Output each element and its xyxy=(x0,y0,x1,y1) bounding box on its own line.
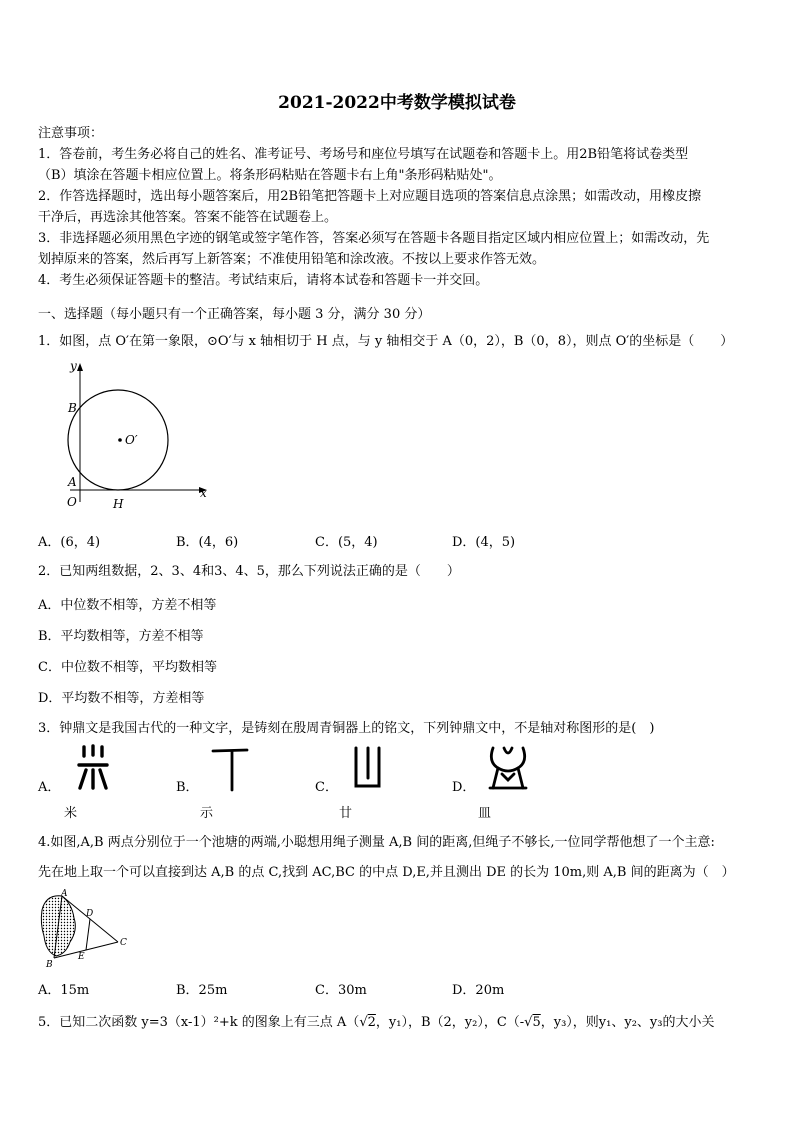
glyph-caption: 示 xyxy=(200,806,214,821)
option-d: D． xyxy=(452,780,476,795)
sqrt-symbol: √ xyxy=(359,1015,368,1030)
option-c: C．(5，4) xyxy=(315,535,378,550)
section-heading: 一、选择题（每小题只有一个正确答案，每小题 3 分，满分 30 分） xyxy=(38,307,431,322)
notice-line: （B）填涂在答题卡相应位置上。将条形码粘贴在答题卡右上角"条形码粘贴处"。 xyxy=(38,168,502,183)
q5-text: 5．已知二次函数 y=3（x-1）²+k 的图象上有三点 A（ xyxy=(38,1015,360,1030)
option-c: C．中位数不相等，平均数相等 xyxy=(38,660,217,675)
option-a: A．(6，4) xyxy=(38,535,101,550)
point-c-label: C xyxy=(120,938,127,948)
option-d: D．20m xyxy=(452,983,505,998)
q5-text: ，y₁），B（2，y₂），C（- xyxy=(375,1015,525,1030)
bronze-glyph-nian-icon xyxy=(348,744,386,794)
sqrt-symbol: √ xyxy=(524,1015,533,1030)
glyph-caption: 廿 xyxy=(339,806,353,821)
y-axis-label: y xyxy=(70,359,77,373)
point-b-label: B xyxy=(68,401,77,415)
option-a: A． xyxy=(38,780,61,795)
bronze-glyph-mi-icon xyxy=(75,744,111,792)
option-a: A．15m xyxy=(38,983,90,998)
option-b: B．(4，6) xyxy=(176,535,239,550)
origin-label: O xyxy=(67,495,77,509)
point-d-label: D xyxy=(86,909,94,919)
q5-text: ，y₃），则y₁、y₂、y₃的大小关 xyxy=(540,1015,715,1030)
option-c: C． xyxy=(315,780,338,795)
notice-line: 3．非选择题必须用黑色字迹的钢笔或签字笔作答，答案必须写在答题卡各题目指定区域内相应位置上；如需改动，先 xyxy=(38,231,710,246)
point-a-label: A xyxy=(61,889,68,899)
notice-line: 干净后，再选涂其他答案。答案不能答在试题卷上。 xyxy=(38,210,338,225)
question-2-stem: 2．已知两组数据，2、3、4和3、4、5，那么下列说法正确的是（ ） xyxy=(38,564,460,579)
question-1-stem: 1．如图，点 O′在第一象限，⊙O′与 x 轴相切于 H 点，与 y 轴相交于 A（0，2），B（0，8），则点 O′的坐标是（ ） xyxy=(38,334,734,349)
glyph-caption: 米 xyxy=(64,806,78,821)
notice-line: 2．作答选择题时，选出每小题答案后，用2B铅笔把答题卡上对应题目选项的答案信息点涂黑；如需改动，用橡皮擦 xyxy=(38,189,702,204)
notice-line: 1．答卷前，考生务必将自己的姓名、准考证号、考场号和座位号填写在试题卷和答题卡上。用2B铅笔将试卷类型 xyxy=(38,147,689,162)
notice-line: 划掉原来的答案，然后再写上新答案；不准使用铅笔和涂改液。不按以上要求作答无效。 xyxy=(38,252,546,267)
option-b: B．25m xyxy=(176,983,228,998)
option-d: D．平均数不相等，方差相等 xyxy=(38,691,205,706)
radicand: 2 xyxy=(367,1015,376,1030)
option-c: C．30m xyxy=(315,983,367,998)
center-label: O′ xyxy=(125,433,138,447)
option-a: A．中位数不相等，方差不相等 xyxy=(38,598,217,613)
q4-pond-figure xyxy=(36,888,136,968)
question-5-stem xyxy=(38,1014,714,1032)
bronze-glyph-min-icon xyxy=(486,744,530,794)
option-b: B．平均数相等，方差不相等 xyxy=(38,629,204,644)
point-a-label: A xyxy=(68,475,77,489)
question-3-stem: 3．钟鼎文是我国古代的一种文字，是铸刻在殷周青铜器上的铭文，下列钟鼎文中，不是轴对称图形的是( ) xyxy=(38,721,655,736)
glyph-caption: 皿 xyxy=(478,806,492,821)
option-d: D．(4，5) xyxy=(452,535,516,550)
point-b-label: B xyxy=(46,960,53,968)
point-h-label: H xyxy=(113,497,124,511)
point-e-label: E xyxy=(78,952,85,962)
question-4-stem: 先在地上取一个可以直接到达 A,B 的点 C,找到 AC,BC 的中点 D,E,并且测出 DE 的长为 10m,则 A,B 间的距离为（ ） xyxy=(38,865,735,880)
q1-circle-figure xyxy=(56,358,216,514)
bronze-glyph-shi-icon xyxy=(210,744,250,794)
exam-title: 2021-2022中考数学模拟试卷 xyxy=(278,93,516,113)
notice-heading: 注意事项： xyxy=(38,126,104,141)
question-4-stem: 4.如图,A,B 两点分别位于一个池塘的两端,小聪想用绳子测量 A,B 间的距离,但绳子不够长,一位同学帮他想了一个主意: xyxy=(38,835,715,850)
notice-line: 4．考生必须保证答题卡的整洁。考试结束后，请将本试卷和答题卡一并交回。 xyxy=(38,273,489,288)
x-axis-label: x xyxy=(200,486,207,500)
radicand: 5 xyxy=(532,1015,541,1030)
option-b: B． xyxy=(176,780,199,795)
